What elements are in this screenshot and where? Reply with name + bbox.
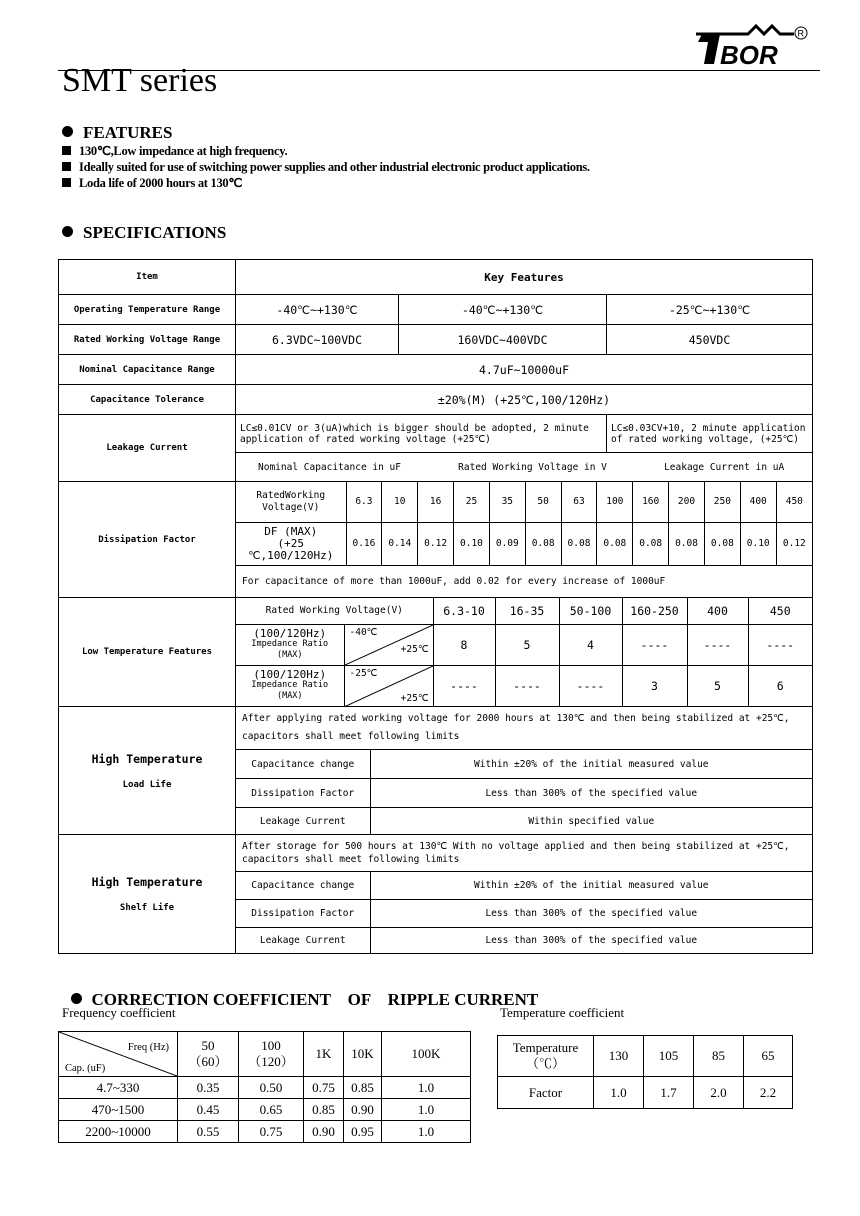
- cap-range: 2200~10000: [59, 1121, 178, 1143]
- freq-factor: 0.85: [304, 1099, 344, 1121]
- impedance-value: ----: [687, 624, 748, 665]
- low-temp-voltage: 400: [687, 598, 748, 624]
- df-voltage: 160: [633, 482, 669, 522]
- impedance-ratio-label: (100/120Hz) Impedance Ratio (MAX): [236, 665, 344, 706]
- freq-header: 1K: [304, 1032, 344, 1077]
- df-voltage: 200: [669, 482, 705, 522]
- impedance-value: ----: [495, 665, 559, 706]
- freq-cap-corner: Freq (Hz) Cap. (uF): [59, 1032, 178, 1077]
- square-bullet-icon: [62, 146, 71, 155]
- factor-value: 2.0: [694, 1077, 744, 1109]
- frequency-coefficient-title: Frequency coefficient: [62, 1005, 176, 1020]
- df-voltage: 6.3: [346, 482, 382, 522]
- tolerance-label: Capacitance Tolerance: [59, 385, 236, 415]
- feature-item: Ideally suited for use of switching power supplies and other industrial electronic product applications.: [62, 159, 590, 175]
- freq-factor: 0.90: [304, 1121, 344, 1143]
- temperature-value: 85: [694, 1036, 744, 1077]
- freq-factor: 0.90: [344, 1099, 382, 1121]
- load-life-intro: After applying rated working voltage for 2000 hours at 130℃ and then being stabilized at +25℃, capacitors shall meet following limits: [236, 707, 813, 750]
- load-life-value: Within ±20% of the initial measured value: [474, 758, 709, 770]
- rated-voltage-value: 450VDC: [607, 325, 813, 355]
- df-value: 0.12: [418, 522, 454, 565]
- df-value: 0.09: [489, 522, 525, 565]
- svg-text:R: R: [797, 28, 804, 39]
- freq-factor: 0.65: [239, 1099, 304, 1121]
- impedance-value: ----: [622, 624, 687, 665]
- freq-header: 100K: [382, 1032, 471, 1077]
- features-list: [62, 143, 590, 191]
- leakage-low-voltage: LC≤0.01CV or 3(uA)which is bigger should be adopted, 2 minute application of rated working voltage (+25℃): [236, 415, 607, 453]
- factor-value: 1.0: [594, 1077, 644, 1109]
- df-voltage-header: RatedWorking Voltage(V): [236, 482, 346, 522]
- df-value: 0.08: [561, 522, 597, 565]
- freq-factor: 1.0: [382, 1121, 471, 1143]
- factor-value: 2.2: [744, 1077, 793, 1109]
- square-bullet-icon: [62, 178, 71, 187]
- temperature-value: 130: [594, 1036, 644, 1077]
- factor-label: Factor: [498, 1077, 594, 1109]
- df-value: 0.10: [740, 522, 776, 565]
- tolerance-value: ±20%(M) (+25℃,100/120Hz): [236, 385, 813, 415]
- temperature-coefficient-title: Temperature coefficient: [500, 1005, 625, 1020]
- low-temp-cell: [236, 598, 813, 707]
- ripple-heading: CORRECTION COEFFICIENT OF RIPPLE CURRENT: [62, 970, 538, 1010]
- df-value: 0.08: [525, 522, 561, 565]
- dissipation-table: [236, 482, 812, 597]
- df-voltage: 16: [418, 482, 454, 522]
- df-value: 0.16: [346, 522, 382, 565]
- temperature-value: 65: [744, 1036, 793, 1077]
- freq-factor: 0.55: [178, 1121, 239, 1143]
- impedance-value: ----: [559, 665, 622, 706]
- dissipation-label: Dissipation Factor: [59, 482, 236, 598]
- df-voltage: 450: [776, 482, 812, 522]
- key-features-header: Key Features: [236, 260, 813, 295]
- low-temp-table: [236, 598, 812, 706]
- operating-temp-value: -40℃~+130℃: [236, 295, 399, 325]
- specifications-heading: SPECIFICATIONS: [62, 223, 226, 243]
- freq-factor: 1.0: [382, 1099, 471, 1121]
- shelf-life-intro: After storage for 500 hours at 130℃ With no voltage applied and then being stabilized at +25℃, capacitors shall meet following limits: [236, 835, 813, 872]
- freq-factor: 1.0: [382, 1077, 471, 1099]
- temperature-coefficient-table: [497, 1035, 793, 1109]
- square-bullet-icon: [62, 162, 71, 171]
- df-value: 0.08: [633, 522, 669, 565]
- operating-temp-value: -40℃~+130℃: [399, 295, 607, 325]
- rated-voltage-value: 6.3VDC~100VDC: [236, 325, 399, 355]
- rated-voltage-value: 160VDC~400VDC: [399, 325, 607, 355]
- bullet-icon: [62, 126, 73, 137]
- impedance-value: 6: [748, 665, 812, 706]
- rated-voltage-label: Rated Working Voltage Range: [59, 325, 236, 355]
- frequency-coefficient-table: [58, 1031, 471, 1143]
- df-voltage: 35: [489, 482, 525, 522]
- shelf-life-item: Leakage Current: [236, 928, 370, 953]
- load-life-label: High Temperature Load Life: [59, 707, 236, 835]
- leakage-legend: Nominal Capacitance in uF Rated Working Voltage in V Leakage Current in uA: [236, 453, 813, 482]
- temperature-label: Temperature （℃）: [498, 1036, 594, 1077]
- temperature-diagonal-cell: -25℃ +25℃: [344, 665, 433, 706]
- df-voltage: 250: [704, 482, 740, 522]
- df-max-header: DF (MAX) (+25 ℃,100/120Hz): [236, 522, 346, 565]
- low-temp-voltage: 450: [748, 598, 812, 624]
- df-value: 0.10: [454, 522, 490, 565]
- impedance-value: ----: [433, 665, 495, 706]
- low-temp-voltage: 16-35: [495, 598, 559, 624]
- shelf-life-item: Dissipation Factor: [236, 900, 370, 927]
- shelf-life-value: Less than 300% of the specified value: [485, 908, 698, 919]
- freq-factor: 0.50: [239, 1077, 304, 1099]
- df-voltage: 100: [597, 482, 633, 522]
- impedance-value: 4: [559, 624, 622, 665]
- freq-factor: 0.95: [344, 1121, 382, 1143]
- df-voltage: 10: [382, 482, 418, 522]
- item-header: Item: [59, 260, 236, 295]
- impedance-value: 5: [687, 665, 748, 706]
- impedance-value: 8: [433, 624, 495, 665]
- specifications-table: [58, 259, 813, 954]
- freq-factor: 0.35: [178, 1077, 239, 1099]
- df-voltage: 25: [454, 482, 490, 522]
- tbor-logo: [690, 20, 810, 68]
- load-life-item: Leakage Current: [236, 808, 370, 834]
- logo-text: BOR: [720, 40, 778, 68]
- load-life-item: Dissipation Factor: [236, 779, 370, 807]
- df-value: 0.08: [669, 522, 705, 565]
- df-value: 0.14: [382, 522, 418, 565]
- page-title: SMT series: [62, 62, 218, 99]
- freq-header: 100 （120）: [239, 1032, 304, 1077]
- low-temp-voltage: 50-100: [559, 598, 622, 624]
- df-value: 0.12: [776, 522, 812, 565]
- factor-value: 1.7: [644, 1077, 694, 1109]
- impedance-ratio-label: (100/120Hz) Impedance Ratio (MAX): [236, 624, 344, 665]
- freq-factor: 0.75: [304, 1077, 344, 1099]
- table-row: [59, 1099, 471, 1121]
- low-temp-voltage: 6.3-10: [433, 598, 495, 624]
- cap-range: 470~1500: [59, 1099, 178, 1121]
- freq-factor: 0.75: [239, 1121, 304, 1143]
- freq-header: 10K: [344, 1032, 382, 1077]
- df-value: 0.08: [597, 522, 633, 565]
- low-temp-voltage: 160-250: [622, 598, 687, 624]
- df-note: For capacitance of more than 1000uF, add 0.02 for every increase of 1000uF: [236, 565, 812, 597]
- freq-factor: 0.85: [344, 1077, 382, 1099]
- df-voltage: 400: [740, 482, 776, 522]
- feature-item: 130℃,Low impedance at high frequency.: [62, 143, 590, 159]
- load-life-value: Less than 300% of the specified value: [485, 787, 698, 799]
- impedance-value: ----: [748, 624, 812, 665]
- df-voltage: 50: [525, 482, 561, 522]
- bullet-icon: [71, 993, 82, 1004]
- leakage-high-voltage: LC≤0.03CV+10, 2 minute application of rated working voltage, (+25℃): [607, 415, 813, 453]
- load-life-value: Within specified value: [528, 815, 655, 827]
- df-value: 0.08: [704, 522, 740, 565]
- cap-range: 4.7~330: [59, 1077, 178, 1099]
- df-voltage: 63: [561, 482, 597, 522]
- load-life-item: Capacitance change: [236, 750, 370, 778]
- freq-factor: 0.45: [178, 1099, 239, 1121]
- feature-item: Loda life of 2000 hours at 130℃: [62, 175, 590, 191]
- low-temp-label: Low Temperature Features: [59, 598, 236, 707]
- features-heading: FEATURES: [62, 123, 172, 143]
- table-row: [59, 1077, 471, 1099]
- operating-temp-label: Operating Temperature Range: [59, 295, 236, 325]
- dissipation-cell: [236, 482, 813, 598]
- table-row: [59, 1121, 471, 1143]
- bullet-icon: [62, 226, 73, 237]
- impedance-value: 5: [495, 624, 559, 665]
- shelf-life-item: Capacitance change: [236, 872, 370, 899]
- shelf-life-value: Less than 300% of the specified value: [485, 935, 698, 946]
- capacitance-range-value: 4.7uF~10000uF: [236, 355, 813, 385]
- shelf-life-label: High Temperature Shelf Life: [59, 835, 236, 954]
- shelf-life-value: Within ±20% of the initial measured value: [474, 880, 709, 891]
- freq-header: 50 （60）: [178, 1032, 239, 1077]
- operating-temp-value: -25℃~+130℃: [607, 295, 813, 325]
- low-temp-header: Rated Working Voltage(V): [236, 598, 433, 624]
- temperature-value: 105: [644, 1036, 694, 1077]
- capacitance-range-label: Nominal Capacitance Range: [59, 355, 236, 385]
- temperature-diagonal-cell: -40℃ +25℃: [344, 624, 433, 665]
- impedance-value: 3: [622, 665, 687, 706]
- leakage-label: Leakage Current: [59, 415, 236, 482]
